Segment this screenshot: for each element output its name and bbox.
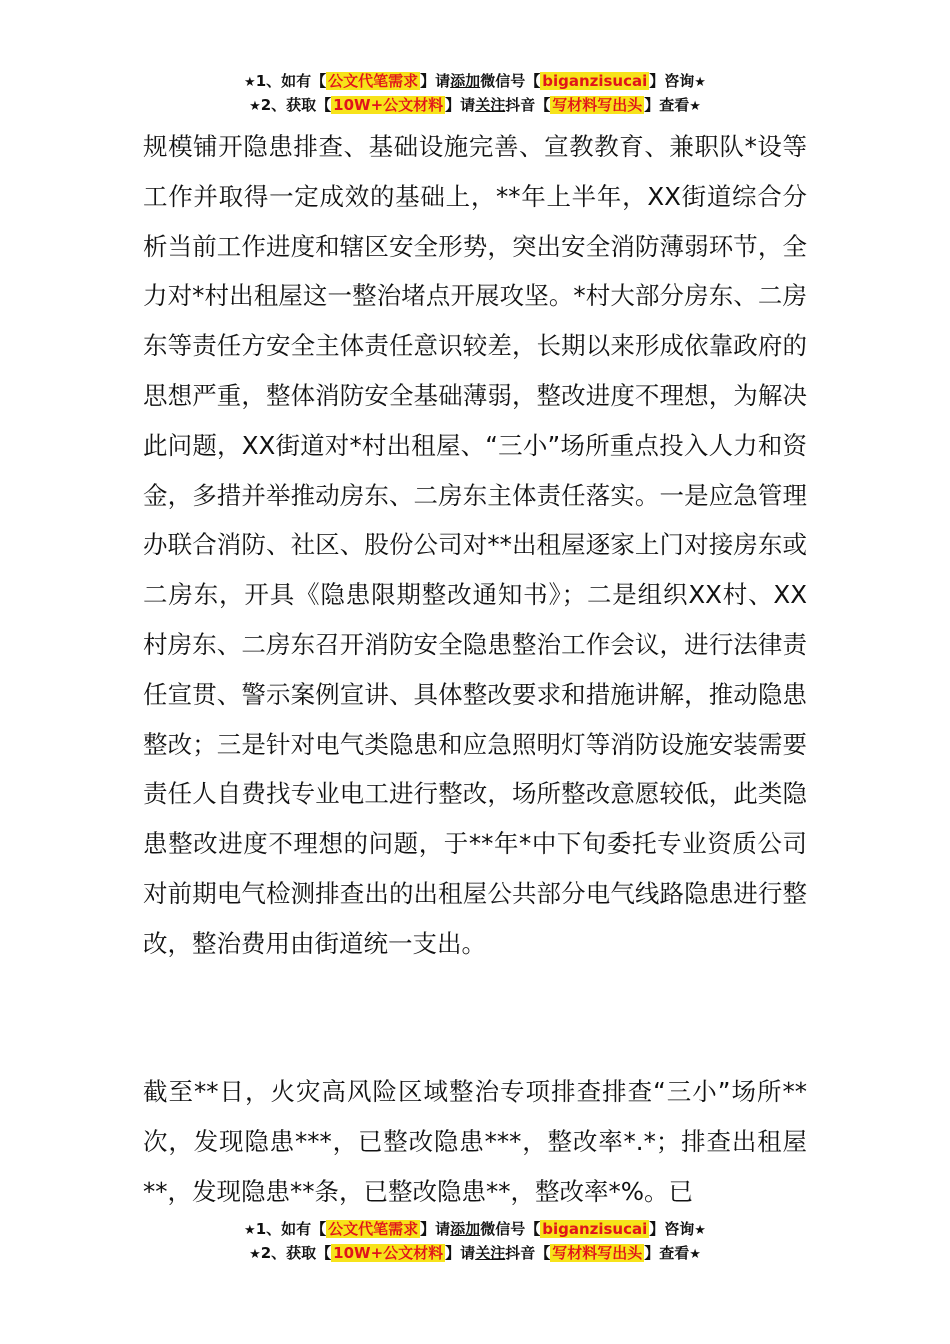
star-icon: ★	[244, 1223, 256, 1238]
body-paragraph-1: 规模铺开隐患排查、基础设施完善、宣教教育、兼职队*设等工作并取得一定成效的基础上，**年上半年，XX街道综合分析当前工作进度和辖区安全形势，突出安全消防薄弱环节，全力对*村出租屋这一整治堵点开展攻坚。*村大部分房东、二房东等责任方安全主体责任意识较差，长期以来形成依靠政府的思想严重，整体消防安全基础薄弱，整改进度不理想，为解决此问题，XX街道对*村出租屋、“三小”场所重点投入人力和资金，多措并举推动房东、二房东主体责任落实。一是应急管理办联合消防、社区、股份公司对**出租屋逐家上门对接房东或二房东，开具《隐患限期整改通知书》；二是组织XX村、XX村房东、二房东召开消防安全隐患整治工作会议，进行法律责任宣贯、警示案例宣讲、具体整改要求和措施讲解，推动隐患整改；三是针对电气类隐患和应急照明灯等消防设施安装需要责任人自费找专业电工进行整改，场所整改意愿较低，此类隐患整改进度不理想的问题，于**年*中下旬委托专业资质公司对前期电气检测排查出的出租屋公共部分电气线路隐患进行整改，整治费用由街道统一支出。	[143, 132, 807, 958]
promo-underlined: 添加	[450, 72, 481, 90]
promo-text: 】查看	[644, 96, 690, 114]
promo-text: 1、如有【	[255, 72, 327, 90]
promo-line-2	[0, 1242, 950, 1266]
promo-text: 2、获取【	[260, 1244, 332, 1262]
promo-text: 】请	[445, 1244, 476, 1262]
star-icon: ★	[694, 75, 706, 90]
promo-highlight: biganzisucai	[542, 1220, 648, 1238]
promo-text: 抖音【	[505, 96, 551, 114]
promo-text: 微信号【	[480, 1220, 541, 1238]
promo-text: 】请	[420, 1220, 451, 1238]
promo-highlight: biganzisucai	[542, 72, 648, 90]
promo-underlined: 关注	[475, 1244, 506, 1262]
star-icon: ★	[249, 99, 261, 114]
promo-text: 1、如有【	[255, 1220, 327, 1238]
promo-highlight: 10W+公文材料	[333, 96, 444, 114]
star-icon: ★	[689, 99, 701, 114]
promo-underlined: 关注	[475, 96, 506, 114]
body-paragraph-2: 截至**日，火灾高风险区域整治专项排查排查“三小”场所**次，发现隐患***，已整改隐患***，整改率*.*；排查出租屋**，发现隐患**条，已整改隐患**，整改率*%。已	[143, 1077, 807, 1206]
promo-line-1	[0, 70, 950, 94]
promo-highlight: 公文代笔需求	[328, 1220, 419, 1238]
star-icon: ★	[249, 1247, 261, 1262]
star-icon: ★	[689, 1247, 701, 1262]
promo-text: 抖音【	[505, 1244, 551, 1262]
promo-banner-top	[0, 70, 950, 118]
promo-text: 】咨询	[649, 1220, 695, 1238]
promo-banner-bottom	[0, 1218, 950, 1266]
promo-underlined: 添加	[450, 1220, 481, 1238]
promo-highlight: 公文代笔需求	[328, 72, 419, 90]
star-icon: ★	[694, 1223, 706, 1238]
promo-text: 】查看	[644, 1244, 690, 1262]
promo-highlight: 10W+公文材料	[333, 1244, 444, 1262]
promo-line-1	[0, 1218, 950, 1242]
star-icon: ★	[244, 75, 256, 90]
promo-text: 微信号【	[480, 72, 541, 90]
promo-highlight: 写材料写出头	[552, 1244, 643, 1262]
promo-text: 】请	[420, 72, 451, 90]
promo-line-2	[0, 94, 950, 118]
promo-text: 】请	[445, 96, 476, 114]
promo-text: 2、获取【	[260, 96, 332, 114]
promo-highlight: 写材料写出头	[552, 96, 643, 114]
promo-text: 】咨询	[649, 72, 695, 90]
